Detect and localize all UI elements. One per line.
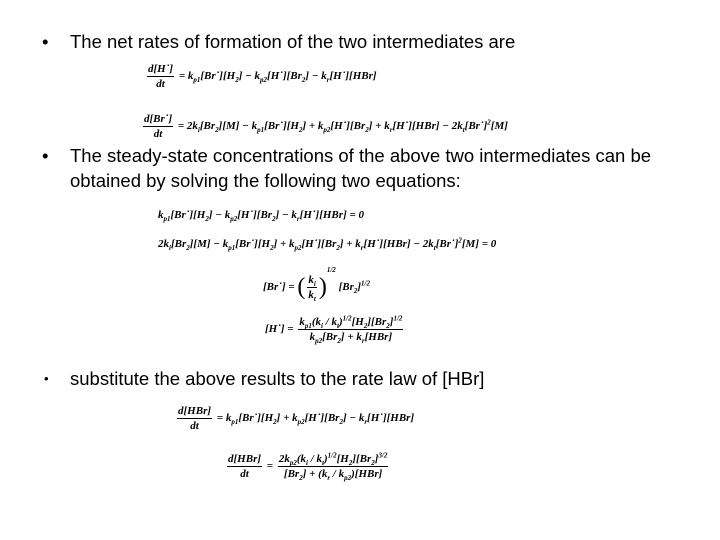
equation-steady-state-2: $2k_i[Br_2][M]$ − $k_{p1}[Br˙][H_2]$ + $k_{p2}[H˙][Br_2]$ + $k_r[H˙][HBr]$ − $2k_t[Br˙]^2[M] = 0$ xyxy=(158,236,497,253)
bullet-marker: • xyxy=(42,31,49,52)
equation-dbr-dt: $\frac{d[Br˙]}{dt}$ = $2k_i[Br_2][M]$ − $k_{p1}[Br˙][H_2]$ + $k_{p2}[H˙][Br_2]$ + $k_r[H˙][HBr]$ − $2k_t[Br˙]^2[M]$ xyxy=(144,113,508,140)
equation-br-steady-state: [Br˙] = ( $\frac{k_i}{k_t}$ )$^{1/2}$ $[Br_2]^{1/2}$ xyxy=(263,266,370,304)
equation-dh-dt: $\frac{d[H˙]}{dt}$ = $k_{p1}[Br˙][H_2]$ − $k_{p2}[H˙][Br_2]$ − $k_r[H˙][HBr]$ xyxy=(148,63,377,90)
bullet-text: The net rates of formation of the two intermediates are xyxy=(70,31,516,52)
equation-steady-state-1: $k_{p1}[Br˙][H_2]$ − $k_{p2}[H˙][Br_2]$ − $k_r[H˙][HBr] = 0$ xyxy=(158,209,364,224)
equation-dhbr-dt: d[HBr] dt = $k_{p1}[Br˙][H_2]$ + $k_{p2}[H˙][Br_2]$ − $k_r[H˙][HBr]$ xyxy=(178,405,415,432)
bullet-text: The steady-state concentrations of the above two intermediates can be obtained by solving the following two equations: xyxy=(70,145,652,191)
equation-rate-law: d[HBr] dt = $2k_{p2}(k_i / k_t)^{1/2}[H_2][Br_2]^{3/2}$ $[Br_2] + (k_r / k_{p2})[HBr]$ xyxy=(228,451,388,483)
equation-h-steady-state: [H˙] = $k_{p1}(k_i / k_t)^{1/2}[H_2][Br_2]^{1/2}$ $k_{p2}[Br_2] + k_r[HBr]$ xyxy=(265,314,403,346)
bullet-text: substitute the above results to the rate law of [HBr] xyxy=(70,368,485,389)
bullet-marker: • xyxy=(42,145,49,166)
bullet-marker: • xyxy=(44,371,49,386)
